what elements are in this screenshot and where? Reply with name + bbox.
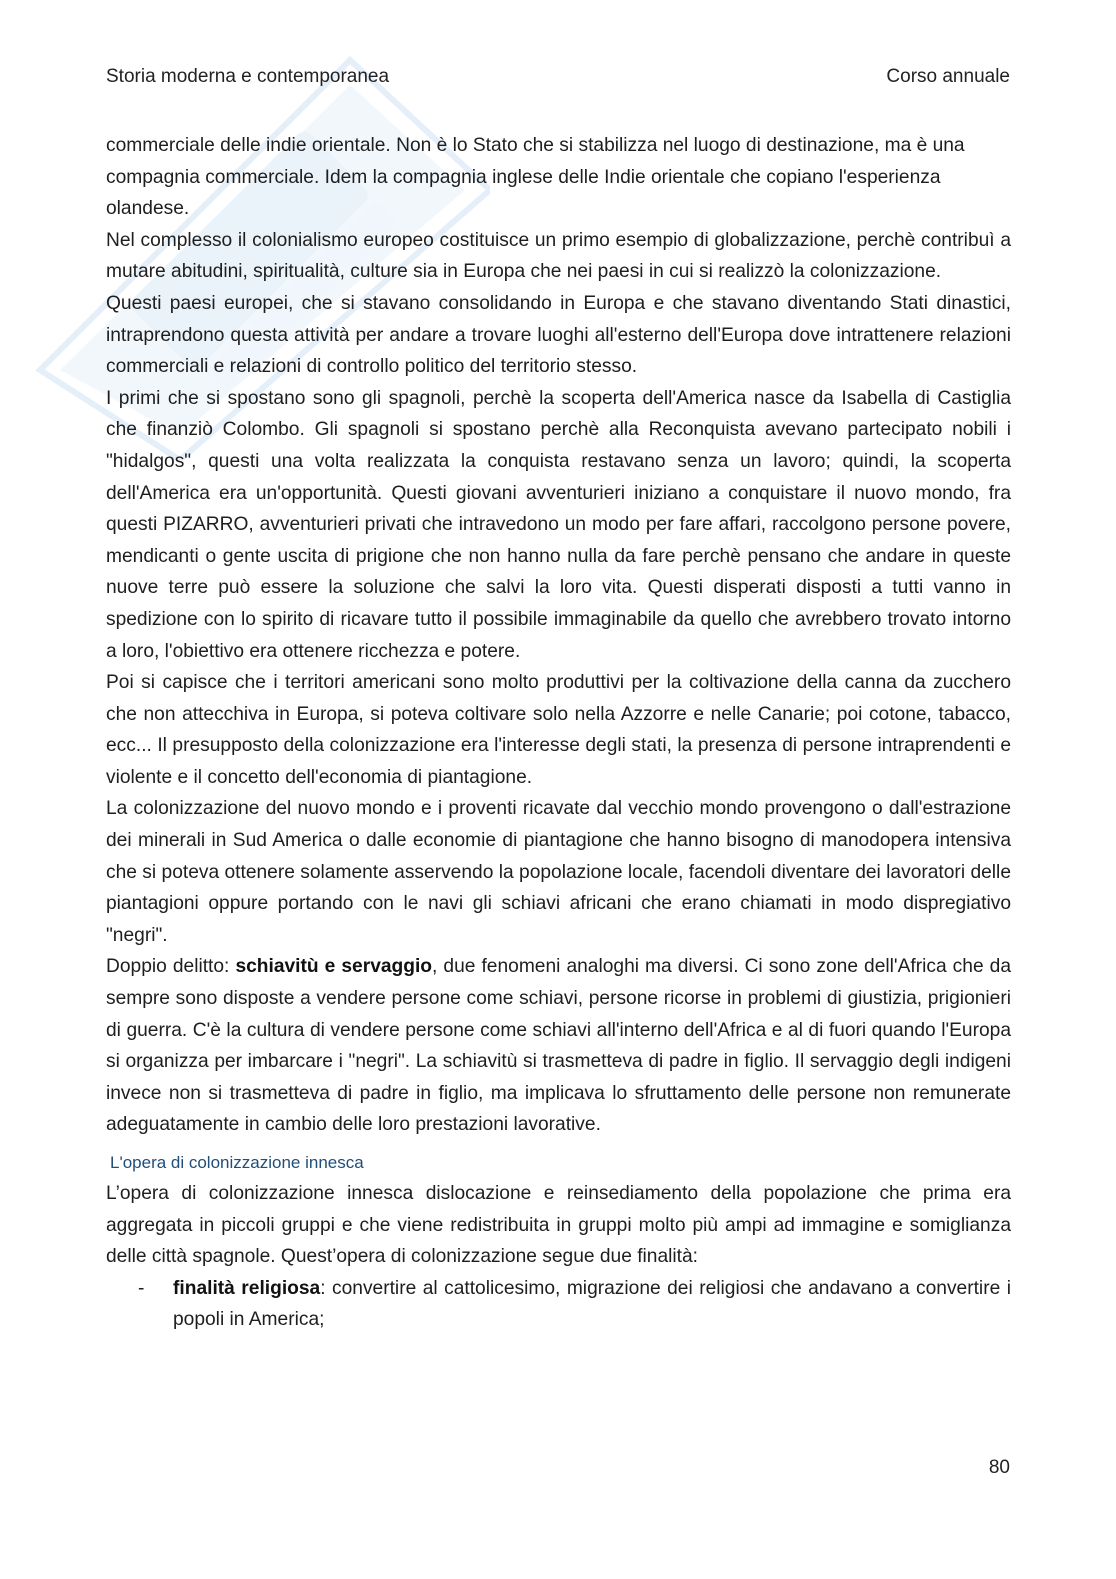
paragraph: commerciale delle indie orientale. Non è lo Stato che si stabilizza nel luogo di destinazione, ma è una compagnia commerciale. Idem la compagnia inglese delle Indie orientale che copiano l'esperienza olandese. — [106, 135, 965, 220]
paragraph: Poi si capisce che i territori americani sono molto produttivi per la coltivazione della canna da zucchero che non attecchiva in Europa, si poteva coltivare solo nella Azzorre e nelle Canarie; poi cotone, tabacco, ecc... Il presupposto della colonizzazione era l'interesse degli stati, la presenza di persone intraprendenti e violente e il concetto dell'economia di piantagione. — [106, 672, 1011, 788]
header-course-title: Storia moderna e contemporanea — [106, 66, 390, 87]
page-number: 80 — [988, 1457, 1010, 1478]
paragraph-lead: Doppio delitto: — [106, 956, 236, 978]
paragraph — [106, 951, 1011, 1141]
list-item-text — [173, 1273, 1011, 1336]
section-intro: L’opera di colonizzazione innesca dislocazione e reinsediamento della popolazione che prima era aggregata in piccoli gruppi e che viene redistribuita in gruppi molto più ampi ad immagine e somiglianza delle città spagnole. Quest’opera di colonizzazione segue due finalità: — [106, 1183, 1011, 1268]
list-item-body: : convertire al cattolicesimo, migrazione dei religiosi che andavano a convertire i popoli in America; — [173, 1277, 1011, 1331]
bold-term: schiavitù e servaggio — [235, 956, 433, 978]
bold-term: finalità religiosa — [173, 1277, 321, 1299]
header-course-type: Corso annuale — [886, 66, 1010, 87]
page-header — [106, 66, 1010, 88]
page-body — [106, 130, 1011, 1336]
paragraph: La colonizzazione del nuovo mondo e i proventi ricavate dal vecchio mondo provengono o dall'estrazione dei minerali in Sud America o dalle economie di piantagione che hanno bisogno di manodopera intensiva che si poteva ottenere solamente asservendo la popolazione locale, facendoli diventare dei lavoratori delle piantagioni oppure portando con le navi gli schiavi africani che erano chiamati in modo dispregiativo "negri". — [106, 798, 1011, 946]
paragraph-rest: , due fenomeni analoghi ma diversi. Ci sono zone dell'Africa che da sempre sono disposte a vendere persone come schiavi, persone ricorse in problemi di giustizia, prigionieri di guerra. C'è la cultura di vendere persone come schiavi all'interno dell'Africa e al di fuori quando l'Europa si organizza per imbarcare i "negri". La schiavitù si trasmetteva di padre in figlio. Il servaggio degli indigeni invece non si trasmetteva di padre in figlio, ma implicava lo sfruttamento delle persone non remunerate adeguatamente in cambio delle loro prestazioni lavorative. — [106, 956, 1012, 1136]
section-heading: L'opera di colonizzazione innesca — [110, 1153, 364, 1172]
paragraph: I primi che si spostano sono gli spagnoli, perchè la scoperta dell'America nasce da Isabella di Castiglia che finanziò Colombo. Gli spagnoli si spostano perchè alla Reconquista avevano partecipato nobili i "hidalgos", questi una volta realizzata la conquista restavano senza un lavoro; quindi, la scoperta dell'America era un'opportunità. Questi giovani avventurieri iniziano a conquistare il nuovo mondo, fra questi PIZARRO, avventurieri privati che intravedono un modo per fare affari, raccolgono persone povere, mendicanti o gente uscita di prigione che non hanno nulla da fare perchè pensano che andare in queste nuove terre può essere la soluzione che salvi la loro vita. Questi disperati disposti a tutti vanno in spedizione con lo spirito di ricavare tutto il possibile immaginabile da quello che avrebbero trovato intorno a loro, l'obiettivo era ottenere ricchezza e potere. — [106, 387, 1011, 662]
paragraph: Nel complesso il colonialismo europeo costituisce un primo esempio di globalizzazione, perchè contribuì a mutare abitudini, spiritualità, culture sia in Europa che nei paesi in cui si realizzò la colonizzazione. — [106, 229, 1011, 283]
bullet-dash: - — [138, 1277, 145, 1299]
paragraph: Questi paesi europei, che si stavano consolidando in Europa e che stavano diventando Stati dinastici, intraprendono questa attività per andare a trovare luoghi all'esterno dell'Europa dove intrattenere relazioni commerciali e relazioni di controllo politico del territorio stesso. — [106, 292, 1011, 378]
list-item — [106, 1273, 1011, 1336]
